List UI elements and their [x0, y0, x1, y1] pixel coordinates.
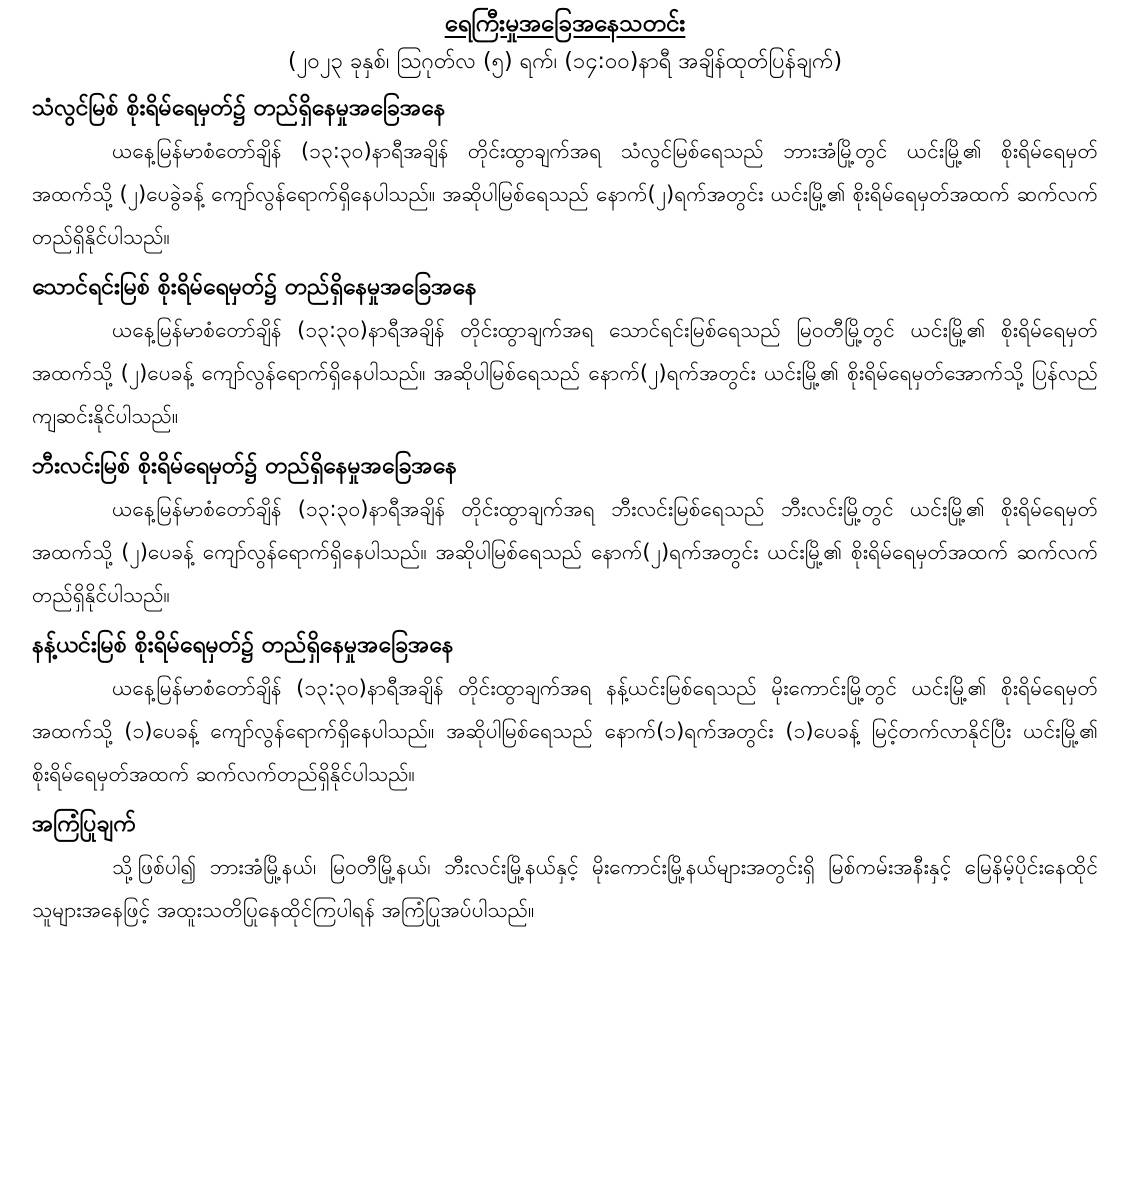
- section-namyin: [32, 623, 1098, 796]
- section-body: ယနေ့မြန်မာစံတော်ချိန် (၁၃:၃၀)နာရီအချိန် တိုင်းထွာချက်အရ သောင်ရင်းမြစ်ရေသည် မြဝတီမြို့တွင် ယင်းမြို့၏ စိုးရိမ်ရေမှတ်အထက်သို့ (၂)ပေခန့် ကျော်လွန်ရောက်ရှိနေပါသည်။ အဆိုပါမြစ်ရေသည် နောက်(၂)ရက်အတွင်း ယင်းမြို့၏ စိုးရိမ်ရေမှတ်အောက်သို့ ပြန်လည်ကျဆင်းနိုင်ပါသည်။: [32, 318, 1098, 428]
- section-body: ယနေ့မြန်မာစံတော်ချိန် (၁၃:၃၀)နာရီအချိန် တိုင်းထွာချက်အရ နန့်ယင်းမြစ်ရေသည် မိုးကောင်းမြို့တွင် ယင်းမြို့၏ စိုးရိမ်ရေမှတ်အထက်သို့ (၁)ပေခန့် ကျော်လွန်ရောက်ရှိနေပါသည်။ အဆိုပါမြစ်ရေသည် နောက်(၁)ရက်အတွင်း (၁)ပေခန့် မြင့်တက်လာနိုင်ပြီး ယင်းမြို့၏ စိုးရိမ်ရေမှတ်အထက် ဆက်လက်တည်ရှိနိုင်ပါသည်။: [32, 676, 1098, 786]
- section-heading: နန့်ယင်းမြစ် စိုးရိမ်ရေမှတ်၌ တည်ရှိနေမှုအခြေအနေ: [32, 632, 454, 658]
- document-title: ရေကြီးမှုအခြေအနေသတင်း: [444, 9, 686, 37]
- section-body: ယနေ့မြန်မာစံတော်ချိန် (၁၃:၃၀)နာရီအချိန် တိုင်းထွာချက်အရ သံလွင်မြစ်ရေသည် ဘားအံမြို့တွင် ယင်းမြို့၏ စိုးရိမ်ရေမှတ်အထက်သို့ (၂)ပေခွဲခန့် ကျော်လွန်ရောက်ရှိနေပါသည်။ အဆိုပါမြစ်ရေသည် နောက်(၂)ရက်အတွင်း ယင်းမြို့၏ စိုးရိမ်ရေမှတ်အထက် ဆက်လက်တည်ရှိနိုင်ပါသည်။: [32, 139, 1098, 249]
- section-heading: သောင်ရင်းမြစ် စိုးရိမ်ရေမှတ်၌ တည်ရှိနေမှုအခြေအနေ: [32, 274, 477, 300]
- section-body: ယနေ့မြန်မာစံတော်ချိန် (၁၃:၃၀)နာရီအချိန် တိုင်းထွာချက်အရ ဘီးလင်းမြစ်ရေသည် ဘီးလင်းမြို့တွင် ယင်းမြို့၏ စိုးရိမ်ရေမှတ်အထက်သို့ (၂)ပေခန့် ကျော်လွန်ရောက်ရှိနေပါသည်။ အဆိုပါမြစ်ရေသည် နောက်(၂)ရက်အတွင်း ယင်းမြို့၏ စိုးရိမ်ရေမှတ်အထက် ဆက်လက်တည်ရှိနိုင်ပါသည်။: [32, 497, 1098, 607]
- section-heading: သံလွင်မြစ် စိုးရိမ်ရေမှတ်၌ တည်ရှိနေမှုအခြေအနေ: [32, 95, 446, 121]
- section-thaungyin: [32, 265, 1098, 438]
- document-subtitle: (၂၀၂၃ ခုနှစ်၊ ဩဂုတ်လ (၅) ရက်၊ (၁၄:၀၀)နာရီ အချိန်ထုတ်ပြန်ချက်): [287, 49, 843, 74]
- section-body: သို့ဖြစ်ပါ၍ ဘားအံမြို့နယ်၊ မြဝတီမြို့နယ်၊ ဘီးလင်းမြို့နယ်နှင့် မိုးကောင်းမြို့နယ်များအတွင်းရှိ မြစ်ကမ်းအနီးနှင့် မြေနိမ့်ပိုင်းနေထိုင်သူများအနေဖြင့် အထူးသတိပြုနေထိုင်ကြပါရန် အကြံပြုအပ်ပါသည်။: [32, 855, 1098, 922]
- section-heading: ဘီးလင်းမြစ် စိုးရိမ်ရေမှတ်၌ တည်ရှိနေမှုအခြေအနေ: [32, 453, 457, 479]
- section-advice: [32, 802, 1098, 932]
- section-heading: အကြံပြုချက်: [32, 811, 136, 837]
- section-bilin: [32, 444, 1098, 617]
- section-salween: [32, 86, 1098, 259]
